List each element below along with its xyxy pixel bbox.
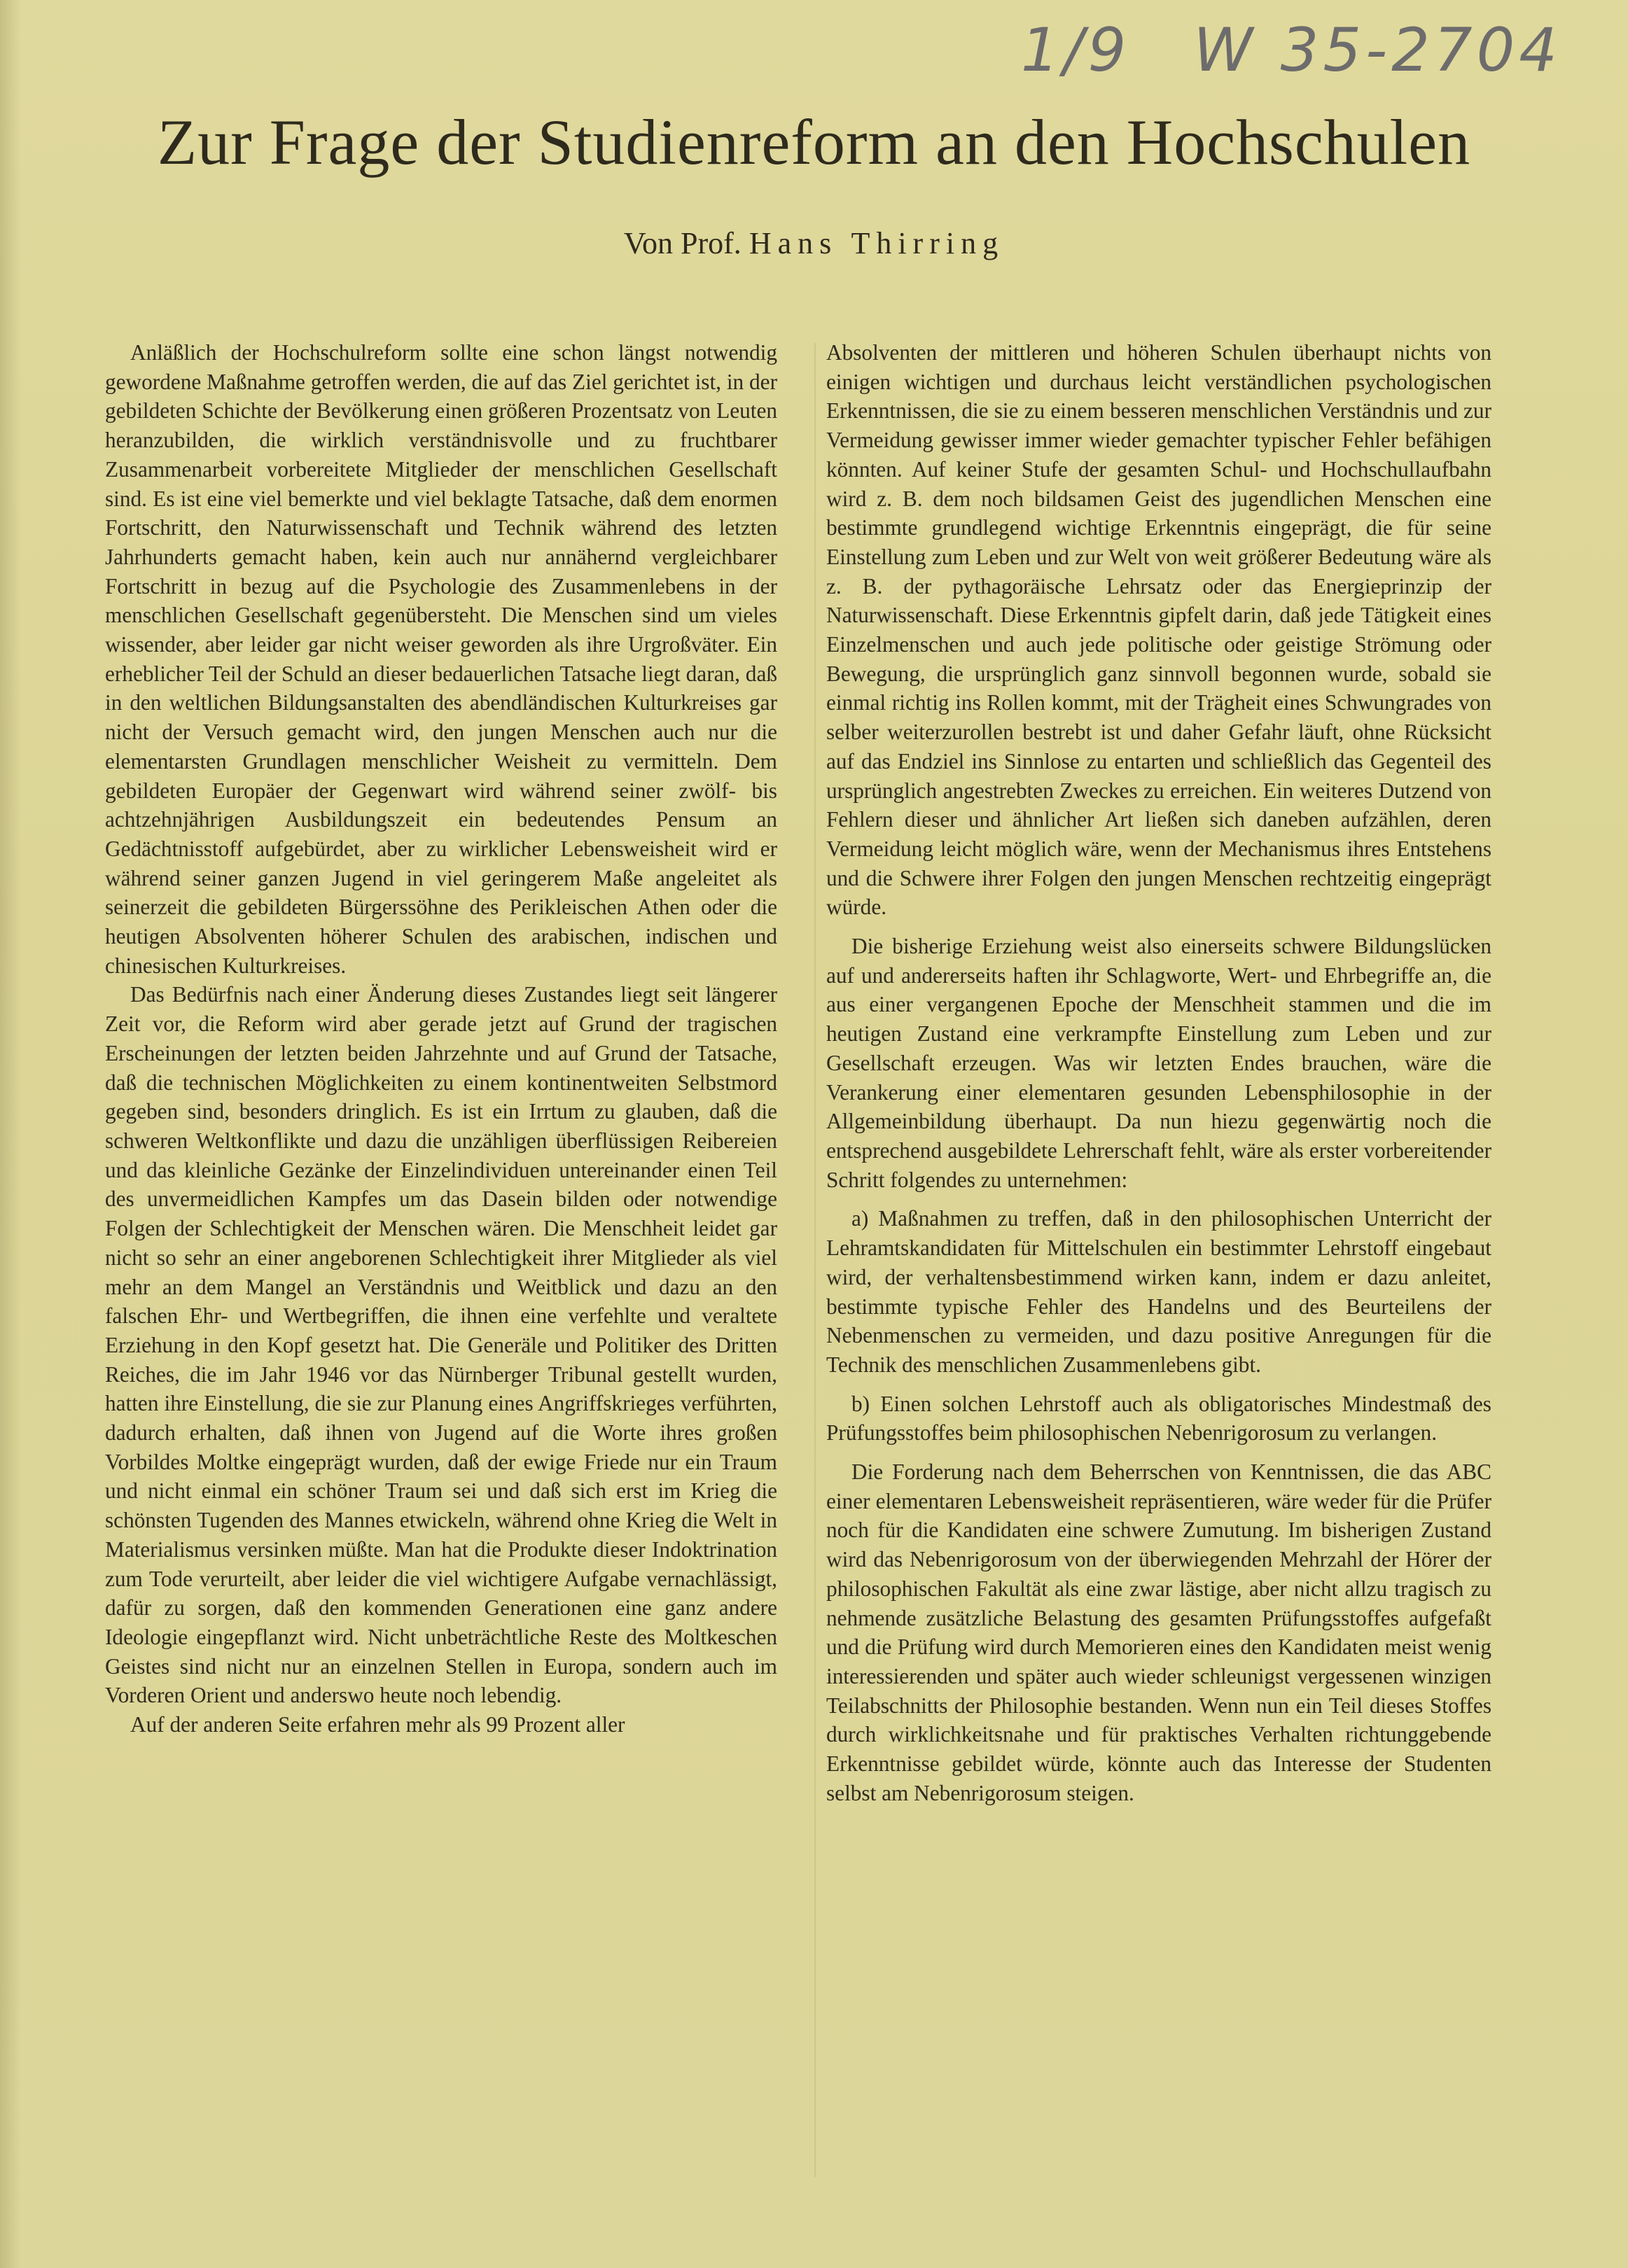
right-column bbox=[826, 338, 1491, 1807]
right-list-item-b: b) Einen solchen Lehrstoff auch als obligatorisches Mindestmaß des Prüfungsstoffes beim philosophischen Nebenrigorosum zu verlangen. bbox=[826, 1391, 1491, 1446]
archive-annotation bbox=[959, 15, 1561, 85]
page-fold-line bbox=[814, 343, 816, 2177]
left-paragraph-3: Auf der anderen Seite erfahren mehr als 99 Prozent aller bbox=[130, 1712, 625, 1737]
left-paragraph-1: Anläßlich der Hochschulreform sollte eine schon längst notwendig gewordene Maßnahme getroffen werden, die auf das Ziel gerichtet ist, in der gebildeten Schichte der Bevölkerung einen größeren Prozentsatz von Leuten heranzubilden, die wirklich verständnisvolle und zu fruchtbarer Zusammenarbeit vorbereitete Mitglieder der menschlichen Gesellschaft sind. Es ist eine viel bemerkte und viel beklagte Tatsache, daß dem enormen Fortschritt, den Naturwissenschaft und Technik während des letzten Jahrhunderts gemacht haben, kein auch nur annähernd vergleichbarer Fortschritt in bezug auf die Psychologie des Zusammenlebens in der menschlichen Gesellschaft gegenübersteht. Die Menschen sind um vieles wissender, aber leider gar nicht weiser geworden als ihre Urgroßväter. Ein erheblicher Teil der Schuld an dieser bedauerlichen Tatsache liegt daran, daß in den weltlichen Bildungsanstalten des abendländischen Kulturkreises gar nicht der Versuch gemacht wird, den jungen Menschen auch nur die elementarsten Grundlagen menschlicher Weisheit zu vermitteln. Dem gebildeten Europäer der Gegenwart wird während seiner zwölf- bis achtzehnjährigen Ausbildungszeit ein bedeutendes Pensum an Gedächtnisstoff aufgebürdet, aber zu wirklicher Lebensweisheit wird er während seiner ganzen Jugend in viel geringerem Maße angeleitet als seinerzeit die gebildeten Bürgerssöhne des Perikleischen Athen oder die heutigen Absolventen höherer Schulen des arabischen, indischen und chinesischen Kulturkreises. bbox=[105, 340, 777, 978]
right-paragraph-2: Die bisherige Erziehung weist also einerseits schwere Bildungslücken auf und andererseits haften ihr Schlagworte, Wert- und Ehrbegriffe an, die aus einer vergangenen Epoche der Menschheit stammen und die im heutigen Zustand eine verkrampfte Einstellung zum Leben und zur Gesellschaft erzeugen. Was wir letzten Endes brauchen, wäre die Verankerung einer elementaren gesunden Lebensphilosophie in der Allgemeinbildung überhaupt. Da nun hiezu gegenwärtig noch die entsprechend ausgebildete Lehrerschaft fehlt, wäre als erster vorbereitender Schritt folgendes zu unternehmen: bbox=[826, 934, 1491, 1192]
right-paragraph-1: Absolventen der mittleren und höheren Schulen überhaupt nichts von einigen wichtigen und durchaus leicht verständlichen psychologischen Erkenntnissen, die sie zu einem besseren menschlichen Verständnis und zur Vermeidung gewisser immer wieder gemachter typischer Fehler befähigen könnten. Auf keiner Stufe der gesamten Schul- und Hochschullaufbahn wird z. B. dem noch bildsamen Geist des jugendlichen Menschen eine bestimmte grundlegend wichtige Erkenntnis eingeprägt, die für seine Einstellung zum Leben und zur Welt von weit größerer Bedeutung wäre als z. B. der pythagoräische Lehrsatz oder das Energieprinzip der Naturwissenschaft. Diese Erkenntnis gipfelt darin, daß jede Tätigkeit eines Einzelmenschen und auch jede politische oder geistige Strömung oder Bewegung, die ursprünglich ganz sinnvoll begonnen wurde, sobald sie einmal richtig ins Rollen kommt, mit der Trägheit eines Schwungrades von selber weiterzurollen bestrebt ist und daher Gefahr läuft, ohne Rücksicht auf das Endziel ins Sinnlose zu entarten und schließlich das Gegenteil des ursprünglich angestrebten Zweckes zu erreichen. Ein weiteres Dutzend von Fehlern dieser und ähnlicher Art ließen sich daneben aufzählen, deren Vermeidung leicht möglich wäre, wenn der Mechanismus ihres Entstehens und die Schwere ihrer Folgen den jungen Menschen rechtzeitig eingeprägt würde. bbox=[826, 340, 1491, 920]
archive-annotation-left: 1/9 bbox=[1020, 15, 1131, 85]
left-paragraph-2: Das Bedürfnis nach einer Änderung dieses Zustandes liegt seit längerer Zeit vor, die Reform wird aber gerade jetzt auf Grund der tragischen Erscheinungen der letzten beiden Jahrzehnte und auf Grund der Tatsache, daß die technischen Möglichkeiten zu einem kontinentweiten Selbstmord gegeben sind, besonders dringlich. Es ist ein Irrtum zu glauben, daß die schweren Weltkonflikte und dazu die unzähligen überflüssigen Reibereien und das kleinliche Gezänke der Einzelindividuen untereinander einen Teil des unvermeidlichen Kampfes um das Dasein bilden oder notwendige Folgen der Schlechtigkeit der Menschen wären. Die Menschheit leidet gar nicht so sehr an einer angeborenen Schlechtigkeit ihrer Mitglieder als viel mehr an dem Mangel an Verständnis und Weitblick und dazu an den falschen Ehr- und Wertbegriffen, die ihnen eine verfehlte und veraltete Erziehung in den Kopf gesetzt hat. Die Generäle und Politiker des Dritten Reiches, die im Jahr 1946 vor das Nürnberger Tribunal gestellt wurden, hatten ihre Einstellung, die sie zur Planung eines Angriffskrieges verführten, dadurch erhalten, daß ihnen von Jugend auf die Worte ihres großen Vorbildes Moltke eingeprägt wurden, daß der ewige Friede nur ein Traum und nicht einmal ein schöner Traum sei und daß sich erst im Krieg die schönsten Tugenden des Mannes etwickeln, während ohne Krieg die Welt in Materialismus versinken müßte. Man hat die Produkte dieser Indoktrination zum Tode verurteilt, aber leider die viel wichtigere Aufgabe vernachlässigt, dafür zu sorgen, daß den kommenden Generationen eine ganz andere Ideologie eingepflanzt wird. Nicht unbeträchtliche Reste des Moltkeschen Geistes sind nicht nur an einzelnen Stellen in Europa, sondern auch im Vorderen Orient und anderswo heute noch lebendig. bbox=[105, 982, 777, 1708]
article-title: Zur Frage der Studienreform an den Hochschulen bbox=[157, 106, 1471, 178]
article-byline bbox=[0, 225, 1628, 261]
left-column bbox=[105, 338, 777, 1740]
right-paragraph-3: Die Forderung nach dem Beherrschen von Kenntnissen, die das ABC einer elementaren Lebensweisheit repräsentieren, wäre weder für die Prüfer noch für die Kandidaten eine schwere Zumutung. Im bisherigen Zustand wird das Nebenrigorosum von der überwiegenden Mehrzahl der Hörer der philosophischen Fakultät als eine zwar lästige, aber nicht allzu tragisch zu nehmende zusätzliche Belastung des gesamten Prüfungsstoffes aufgefaßt und die Prüfung wird durch Memorieren eines den Kandidaten meist wenig interessierenden und später auch wieder schleunigst vergessenen winzigen Teilabschnitts der Philosophie bestanden. Wenn nun ein Teil dieses Stoffes durch wirklichkeitsnahe und für praktisches Verhalten richtunggebende Erkenntnisse gebildet würde, könnte auch das Interesse der Studenten selbst am Nebenrigorosum steigen. bbox=[826, 1460, 1491, 1805]
byline-author: Hans Thirring bbox=[749, 226, 1005, 260]
byline-prefix: Von Prof. bbox=[623, 226, 742, 260]
archive-annotation-right: W 35-2704 bbox=[1193, 15, 1561, 85]
page-edge-shadow bbox=[0, 0, 21, 2268]
right-list-item-a: a) Maßnahmen zu treffen, daß in den philosophischen Unterricht der Lehramtskandidaten für Mittelschulen ein bestimmter Lehrstoff eingebaut wird, der verhaltensbestimmend wirken kann, indem er dazu anleitet, bestimmte typische Fehler des Handelns und des Beurteilens der Nebenmenschen zu vermeiden, und dazu positive Anregungen für die Technik des menschlichen Zusammenlebens gibt. bbox=[826, 1206, 1491, 1377]
